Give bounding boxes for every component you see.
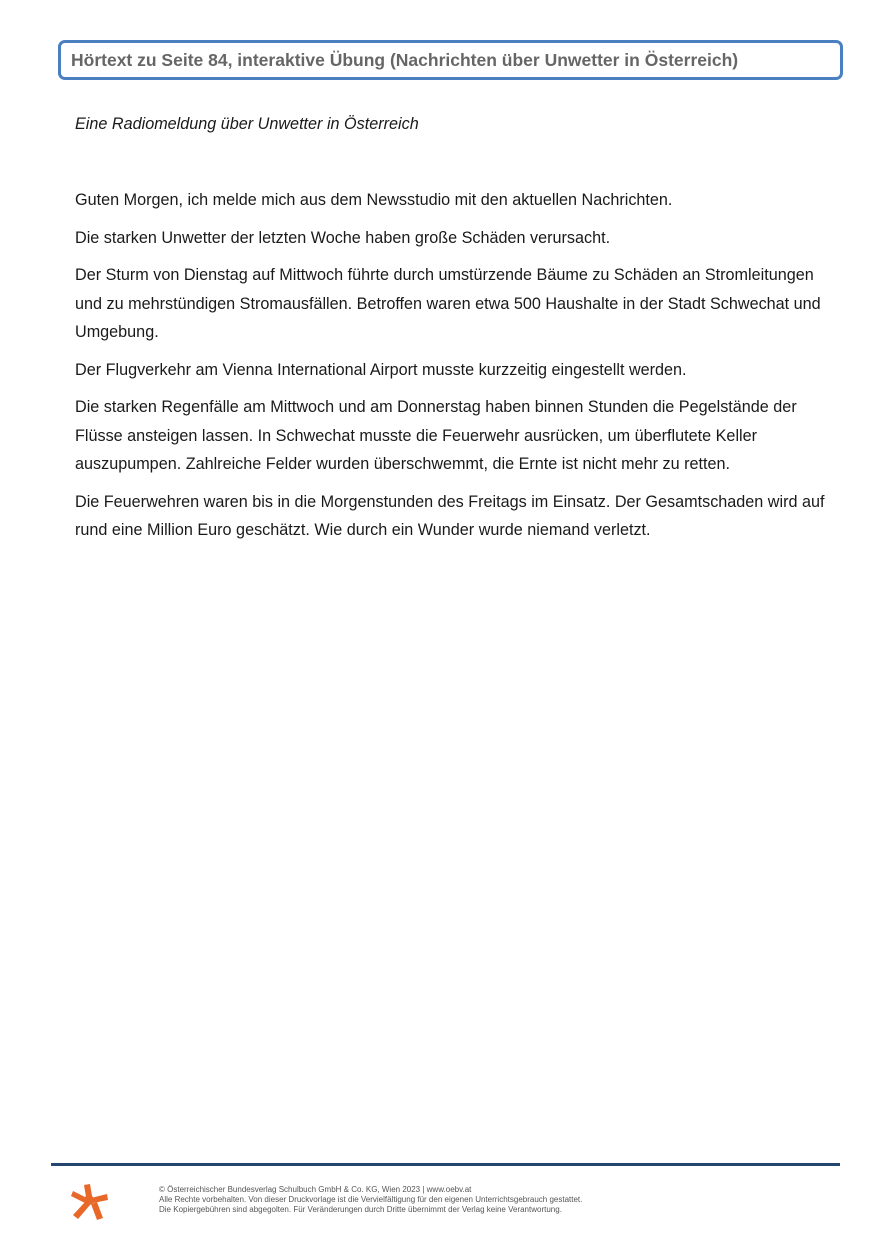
footer-copyright [159,1185,582,1216]
paragraph: Der Sturm von Dienstag auf Mittwoch führte durch umstürzende Bäume zu Schäden an Stromleitungen und zu mehrstündigen Stromausfällen. Betroffen waren etwa 500 Haushalte in der Stadt Schwechat und Umgebung. [75,266,821,341]
paragraph: Die starken Unwetter der letzten Woche haben große Schäden verursacht. [75,228,611,247]
footer-line: © Österreichischer Bundesverlag Schulbuch GmbH & Co. KG, Wien 2023 | www.oebv.at [159,1185,472,1194]
transcript-body [75,186,845,554]
paragraph: Der Flugverkehr am Vienna International Airport musste kurzzeitig eingestellt werden. [75,360,687,379]
paragraph: Die starken Regenfälle am Mittwoch und am Donnerstag haben binnen Stunden die Pegelstände der Flüsse ansteigen lassen. In Schwechat musste die Feuerwehr ausrücken, um überflutete Keller auszupumpen. Zahlreiche Felder wurden überschwemmt, die Ernte ist nicht mehr zu retten. [75,398,797,473]
subtitle: Eine Radiomeldung über Unwetter in Österreich [75,115,419,133]
paragraph: Die Feuerwehren waren bis in die Morgenstunden des Freitags im Einsatz. Der Gesamtschaden wird auf rund eine Million Euro geschätzt. Wie durch ein Wunder wurde niemand verletzt. [75,492,825,539]
footer-line: Die Kopiergebühren sind abgegolten. Für Veränderungen durch Dritte übernimmt der Verlag keine Verantwortung. [159,1205,562,1215]
oebv-logo-icon [70,1183,110,1223]
footer-divider [51,1163,840,1166]
page-title: Hörtext zu Seite 84, interaktive Übung (Nachrichten über Unwetter in Österreich) [71,50,739,70]
title-box [58,40,843,80]
paragraph: Guten Morgen, ich melde mich aus dem Newsstudio mit den aktuellen Nachrichten. [75,191,673,209]
footer-line: Alle Rechte vorbehalten. Von dieser Druckvorlage ist die Vervielfältigung für den eigenen Unterrichtsgebrauch gestattet. [159,1195,583,1205]
